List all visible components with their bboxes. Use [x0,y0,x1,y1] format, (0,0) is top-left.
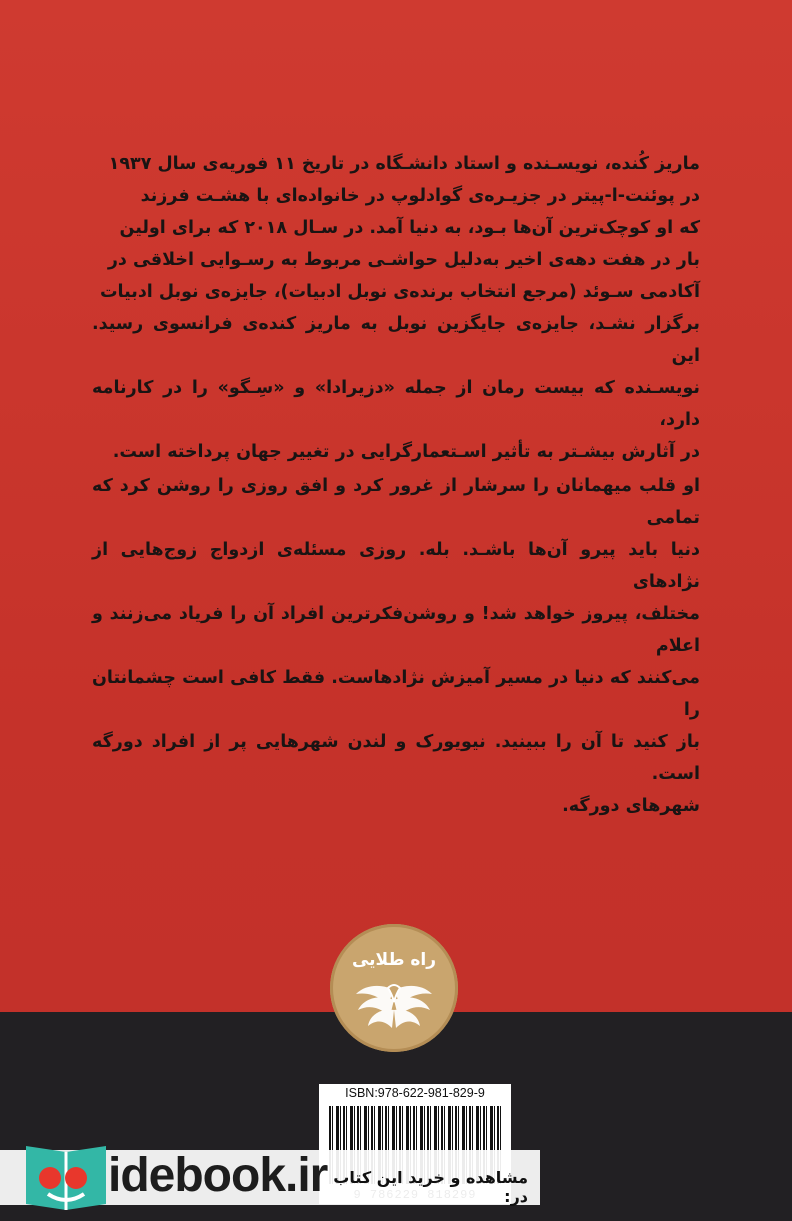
text-line: نویسـنده که بیست رمان از جمله «دزیرادا» و «سِـگو» را در کارنامه دارد، [92,378,700,430]
promo-text: مشاهده و خرید این کتاب در: [333,1168,528,1206]
text-line: شهرهای دورگه. [562,796,700,816]
publisher-logo [330,924,458,1052]
text-line: او قلب میهمانان را سرشار از غرور کرد و افق روزی را روشن کرد که تمامی [92,476,700,528]
text-line: باز کنید تا آن را ببینید. نیویورک و لندن شهرهایی پر از افراد دورگه است. [92,732,700,784]
synopsis-paragraph-1 [92,148,700,468]
wings-icon [330,924,458,1052]
text-line: ماریز کُنده، نویسـنده و استاد دانشـگاه در تاریخ ۱۱ فوریه‌ی سال ۱۹۳۷ [108,154,700,174]
text-line: بار در هفت دهه‌ی اخیر به‌دلیل حواشـی مربوط به رسـوایی اخلاقی در [107,250,700,270]
text-line: برگزار نشـد، جایزه‌ی جایگزین نوبل به ماریز کنده‌ی فرانسوی رسید. این [92,314,700,366]
text-line: دنیا باید پیرو آن‌ها باشـد. بله. روزی مسئله‌ی ازدواج زوج‌هایی از نژادهای [92,540,700,592]
text-line: که او کوچک‌ترین آن‌ها بـود، به دنیا آمد. در سـال ۲۰۱۸ که برای اولین [119,218,700,238]
isbn-label: ISBN:978-622-981-829-9 [345,1086,485,1100]
site-name: idebook.ir [108,1149,328,1202]
text-line: آکادمی سـوئد (مرجع انتخاب برنده‌ی نوبل ادبیات)، جایزه‌ی نوبل ادبیات [99,282,700,302]
text-line: مختلف، پیروز خواهد شد! و روشن‌فکرترین افراد آن را فریاد می‌زنند و اعلام [92,604,700,656]
publisher-logo-text: راه طلایی [351,950,437,970]
open-book-icon [20,1138,112,1216]
watermark-promo [0,1138,792,1221]
text-line: در آثارش بیشـتر به تأثیر اسـتعمارگرایی در تغییر جهان پرداخته است. [112,442,700,462]
text-line: می‌کنند که دنیا در مسیر آمیزش نژادهاست. فقط کافی است چشمانتان را [92,668,700,720]
synopsis-paragraph-2 [92,470,700,822]
text-line: در پوئنت-ا-پیتر در جزیـره‌ی گوادلوپ در خانواده‌ای با هشـت فرزند [140,186,700,206]
